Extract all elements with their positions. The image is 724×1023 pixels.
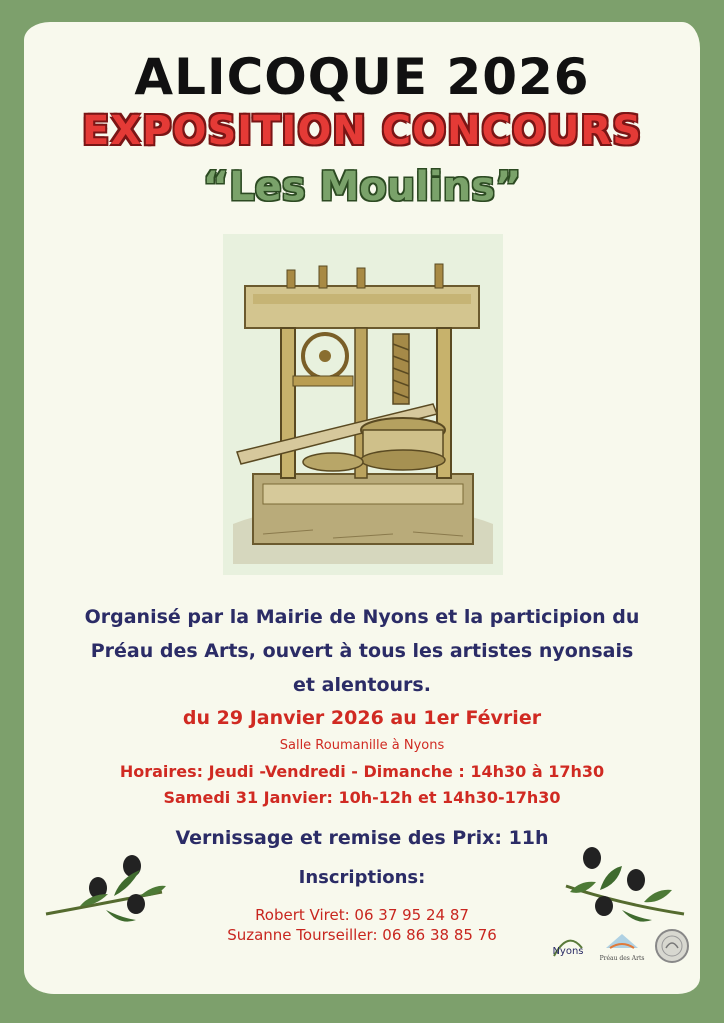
organizer-description <box>30 600 694 702</box>
contact-suzanne-tourseiller: Suzanne Tourseiller: 06 86 38 85 76 <box>227 926 497 944</box>
event-venue: Salle Roumanille à Nyons <box>279 738 445 753</box>
olive-branch-right-icon <box>560 844 690 928</box>
olive-branch-left-icon <box>40 848 170 932</box>
municipal-seal-logo <box>652 926 692 966</box>
intro-line-1: Organisé par la Mairie de Nyons et la participion du <box>84 606 640 628</box>
poster-subtitle: EXPOSITION CONCOURS <box>81 108 643 154</box>
contact-robert-viret: Robert Viret: 06 37 95 24 87 <box>255 906 469 924</box>
nyons-logo-text: Nyons <box>552 946 584 957</box>
intro-line-3: et alentours. <box>293 674 431 696</box>
olive-press-illustration <box>223 234 503 575</box>
opening-hours-saturday: Samedi 31 Janvier: 10h-12h et 14h30-17h30 <box>163 788 561 807</box>
intro-line-2: Préau des Arts, ouvert à tous les artistes nyonsais <box>90 640 634 662</box>
poster-title: ALICOQUE 2026 <box>134 48 590 106</box>
preau-des-arts-logo <box>599 926 645 966</box>
opening-hours-weekdays: Horaires: Jeudi -Vendredi - Dimanche : 14h30 à 17h30 <box>119 762 605 781</box>
poster <box>24 22 700 994</box>
nyons-logo <box>548 926 588 966</box>
exhibition-theme: “Les Moulins” <box>202 164 522 210</box>
event-dates: du 29 Janvier 2026 au 1er Février <box>182 707 542 729</box>
vernissage-info: Vernissage et remise des Prix: 11h <box>175 827 549 849</box>
inscriptions-label: Inscriptions: <box>298 867 426 888</box>
preau-logo-text: Préau des Arts <box>599 955 645 962</box>
